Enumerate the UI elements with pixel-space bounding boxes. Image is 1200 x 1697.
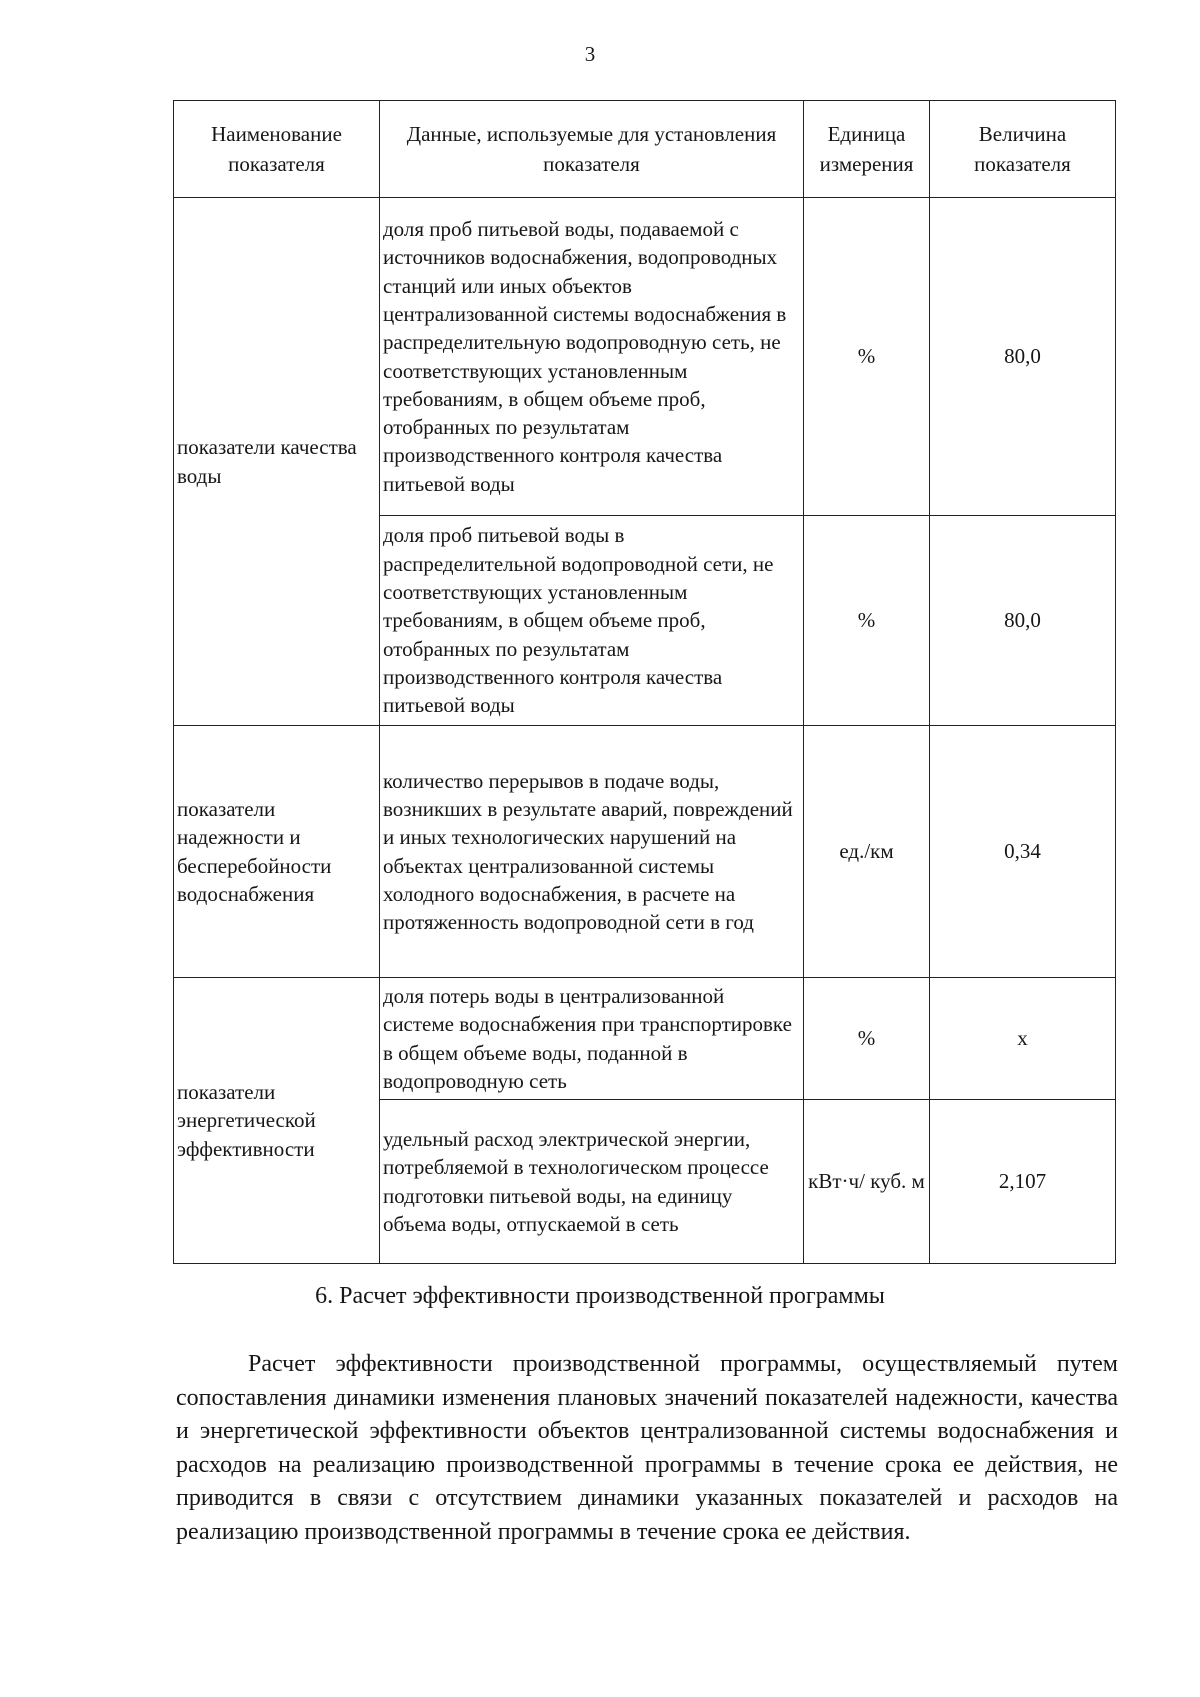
indicator-data-cell xyxy=(380,1100,804,1264)
indicator-value-cell: х xyxy=(930,978,1116,1100)
indicator-data-cell xyxy=(380,516,804,726)
indicator-unit-cell: % xyxy=(804,198,930,516)
group-name-energy-efficiency: показатели энергетической эффективности xyxy=(174,978,380,1264)
indicator-data-text: количество перерывов в подаче воды, возникших в результате аварий, повреждений и иных технологических нарушений на объектах централизованной системы холодного водоснабжения, в расчете на протяженность водопроводной сети в год xyxy=(383,768,793,935)
indicator-value-cell: 80,0 xyxy=(930,198,1116,516)
group-name-reliability: показатели надежности и бесперебойности водоснабжения xyxy=(174,726,380,978)
indicator-unit-cell: % xyxy=(804,978,930,1100)
header-indicator-name: Наименование показателя xyxy=(174,101,380,198)
header-value: Величина показателя xyxy=(930,101,1116,198)
table-row xyxy=(174,978,1116,1100)
indicator-data-text: удельный расход электрической энергии, потребляемой в технологическом процессе подготовки питьевой воды, на единицу объема воды, отпускаемой в сеть xyxy=(383,1126,769,1236)
table-header-row xyxy=(174,101,1116,198)
page-number: 3 xyxy=(584,42,596,66)
indicators-table xyxy=(173,100,1116,1264)
header-data-used: Данные, используемые для установления показателя xyxy=(380,101,804,198)
header-unit: Единица измерения xyxy=(804,101,930,198)
indicator-data-text: доля потерь воды в централизованной системе водоснабжения при транспортировке в общем объеме воды, поданной в водопроводную сеть xyxy=(383,983,792,1093)
table-row xyxy=(174,198,1116,516)
indicator-unit-cell: % xyxy=(804,516,930,726)
section-paragraph: Расчет эффективности производственной программы, осуществляемый путем сопоставления динамики изменения плановых значений показателей надежности, качества и энергетической эффективности объектов централизованной системы водоснабжения и расходов на реализацию производственной программы в течение срока ее действия, не приводится в связи с отсутствием динамики указанных показателей и расходов на реализацию производственной программы в течение срока ее действия. xyxy=(176,1351,1118,1545)
indicator-data-text: доля проб питьевой воды в распределительной водопроводной сети, не соответствующих установленным требованиям, в общем объеме проб, отобранных по результатам производственного контроля качества питьевой воды xyxy=(383,523,774,718)
indicator-unit-cell: кВт·ч/ куб. м xyxy=(804,1100,930,1264)
table-row xyxy=(174,726,1116,978)
indicator-value-cell: 80,0 xyxy=(930,516,1116,726)
indicator-data-cell xyxy=(380,726,804,978)
group-name-water-quality: показатели качества воды xyxy=(174,198,380,726)
indicator-data-cell xyxy=(380,978,804,1100)
indicator-value-cell: 0,34 xyxy=(930,726,1116,978)
indicator-value-cell: 2,107 xyxy=(930,1100,1116,1264)
indicator-data-cell xyxy=(380,198,804,516)
indicator-unit-cell: ед./км xyxy=(804,726,930,978)
section-heading: 6. Расчет эффективности производственной программы xyxy=(315,1283,885,1309)
indicator-data-text: доля проб питьевой воды, подаваемой с источников водоснабжения, водопроводных станций или иных объектов централизованной системы водоснабжения в распределительную водопроводную сеть, не соответствующих установленным требованиям, в общем объеме проб, отобранных по результатам производственного контроля качества питьевой воды xyxy=(383,217,787,496)
